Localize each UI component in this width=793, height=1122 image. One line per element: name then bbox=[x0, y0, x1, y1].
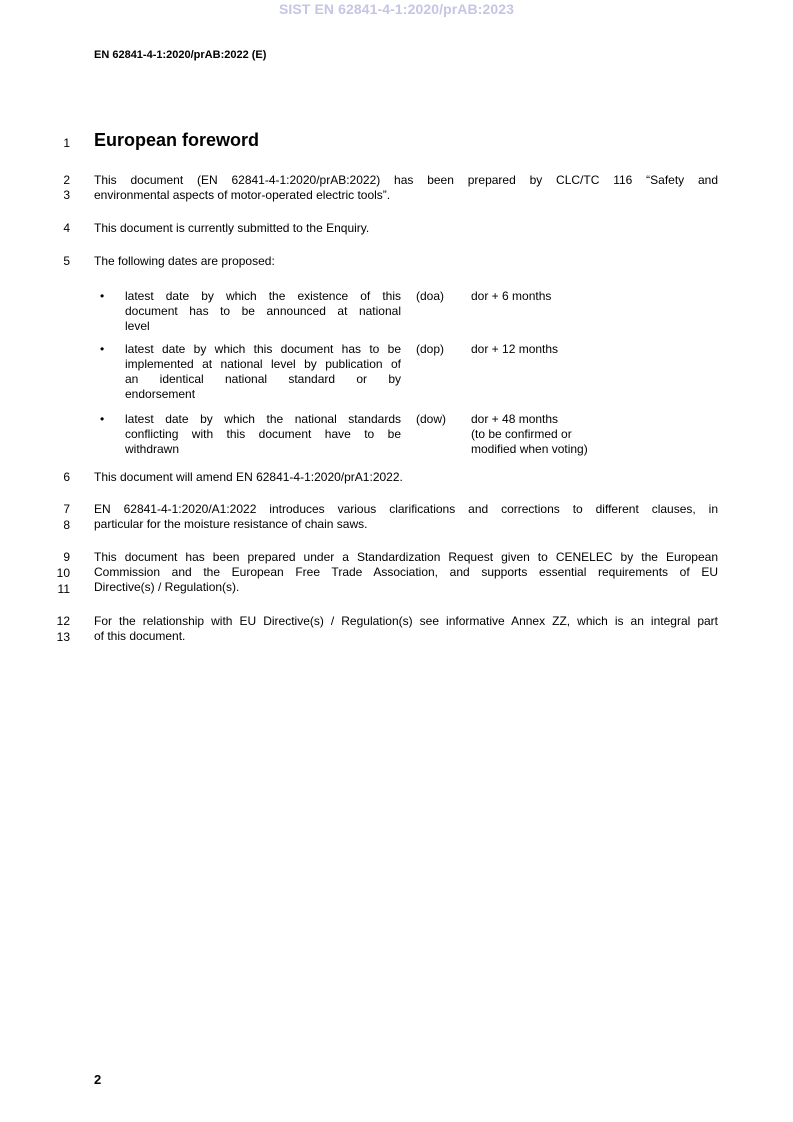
paragraph-annex-zz bbox=[94, 614, 718, 644]
line-number: 8 bbox=[63, 518, 70, 532]
date-abbreviation: (dop) bbox=[416, 342, 445, 356]
line-number: 5 bbox=[63, 254, 70, 268]
desc-line: level bbox=[125, 319, 150, 333]
date-description bbox=[125, 289, 401, 334]
line-number: 4 bbox=[63, 221, 70, 235]
line-number: 7 bbox=[63, 502, 70, 516]
paragraph-line: Directive(s) / Regulation(s). bbox=[94, 580, 240, 594]
line-number: 10 bbox=[56, 566, 70, 580]
line-number: 12 bbox=[56, 614, 70, 628]
desc-line: latest date by which the national standards bbox=[125, 412, 401, 426]
paragraph-clarifications bbox=[94, 502, 718, 532]
line-number: 9 bbox=[63, 550, 70, 564]
line-number: 3 bbox=[63, 188, 70, 202]
paragraph-prepared-by bbox=[94, 173, 718, 203]
paragraph-line: This document (EN 62841-4-1:2020/prAB:2022) has been prepared by CLC/TC 116 “Safety and bbox=[94, 173, 718, 187]
date-description bbox=[125, 342, 401, 402]
date-value bbox=[471, 412, 721, 457]
date-abbreviation: (doa) bbox=[416, 289, 445, 303]
date-description bbox=[125, 412, 401, 457]
page-number: 2 bbox=[94, 1072, 102, 1087]
section-title: European foreword bbox=[94, 130, 260, 150]
desc-line: an identical national standard or by bbox=[125, 372, 401, 386]
bullet-icon: • bbox=[100, 412, 105, 426]
watermark: SIST EN 62841-4-1:2020/prAB:2023 bbox=[278, 1, 515, 17]
paragraph-line: environmental aspects of motor-operated electric tools”. bbox=[94, 188, 391, 202]
paragraph-line: This document has been prepared under a Standardization Request given to CENELEC by the European bbox=[94, 550, 718, 564]
paragraph-enquiry bbox=[94, 221, 718, 236]
document-header: EN 62841-4-1:2020/prAB:2022 (E) bbox=[94, 49, 267, 61]
date-value bbox=[471, 289, 721, 304]
paragraph-standardization-request bbox=[94, 550, 718, 595]
line-number: 13 bbox=[56, 630, 70, 644]
paragraph-line: of this document. bbox=[94, 629, 186, 643]
paragraph-line: This document will amend EN 62841-4-1:2020/prA1:2022. bbox=[94, 470, 403, 484]
paragraph-dates-intro bbox=[94, 254, 718, 269]
line-number: 2 bbox=[63, 173, 70, 187]
desc-line: document has to be announced at national bbox=[125, 304, 401, 318]
date-value-line: modified when voting) bbox=[471, 442, 588, 456]
bullet-icon: • bbox=[100, 289, 105, 303]
desc-line: latest date by which this document has to be bbox=[125, 342, 401, 356]
desc-line: implemented at national level by publication of bbox=[125, 357, 401, 371]
date-value-line: dor + 6 months bbox=[471, 289, 552, 303]
desc-line: conflicting with this document have to be bbox=[125, 427, 401, 441]
bullet-icon: • bbox=[100, 342, 105, 356]
paragraph-line: Commission and the European Free Trade Association, and supports essential requirements of EU bbox=[94, 565, 718, 579]
date-abbreviation: (dow) bbox=[416, 412, 447, 426]
paragraph-line: particular for the moisture resistance of chain saws. bbox=[94, 517, 368, 531]
line-number: 1 bbox=[63, 136, 70, 150]
date-value-line: (to be confirmed or bbox=[471, 427, 572, 441]
date-value-line: dor + 48 months bbox=[471, 412, 559, 426]
line-number: 6 bbox=[63, 470, 70, 484]
paragraph-line: For the relationship with EU Directive(s) / Regulation(s) see informative Annex ZZ, which is an integral part bbox=[94, 614, 718, 628]
line-number: 11 bbox=[57, 582, 70, 596]
desc-line: endorsement bbox=[125, 387, 196, 401]
desc-line: withdrawn bbox=[125, 442, 180, 456]
paragraph-line: The following dates are proposed: bbox=[94, 254, 275, 268]
paragraph-line: This document is currently submitted to the Enquiry. bbox=[94, 221, 370, 235]
date-value-line: dor + 12 months bbox=[471, 342, 559, 356]
paragraph-amend bbox=[94, 470, 718, 485]
date-value bbox=[471, 342, 721, 357]
desc-line: latest date by which the existence of this bbox=[125, 289, 401, 303]
paragraph-line: EN 62841-4-1:2020/A1:2022 introduces various clarifications and corrections to different clauses, in bbox=[94, 502, 718, 516]
